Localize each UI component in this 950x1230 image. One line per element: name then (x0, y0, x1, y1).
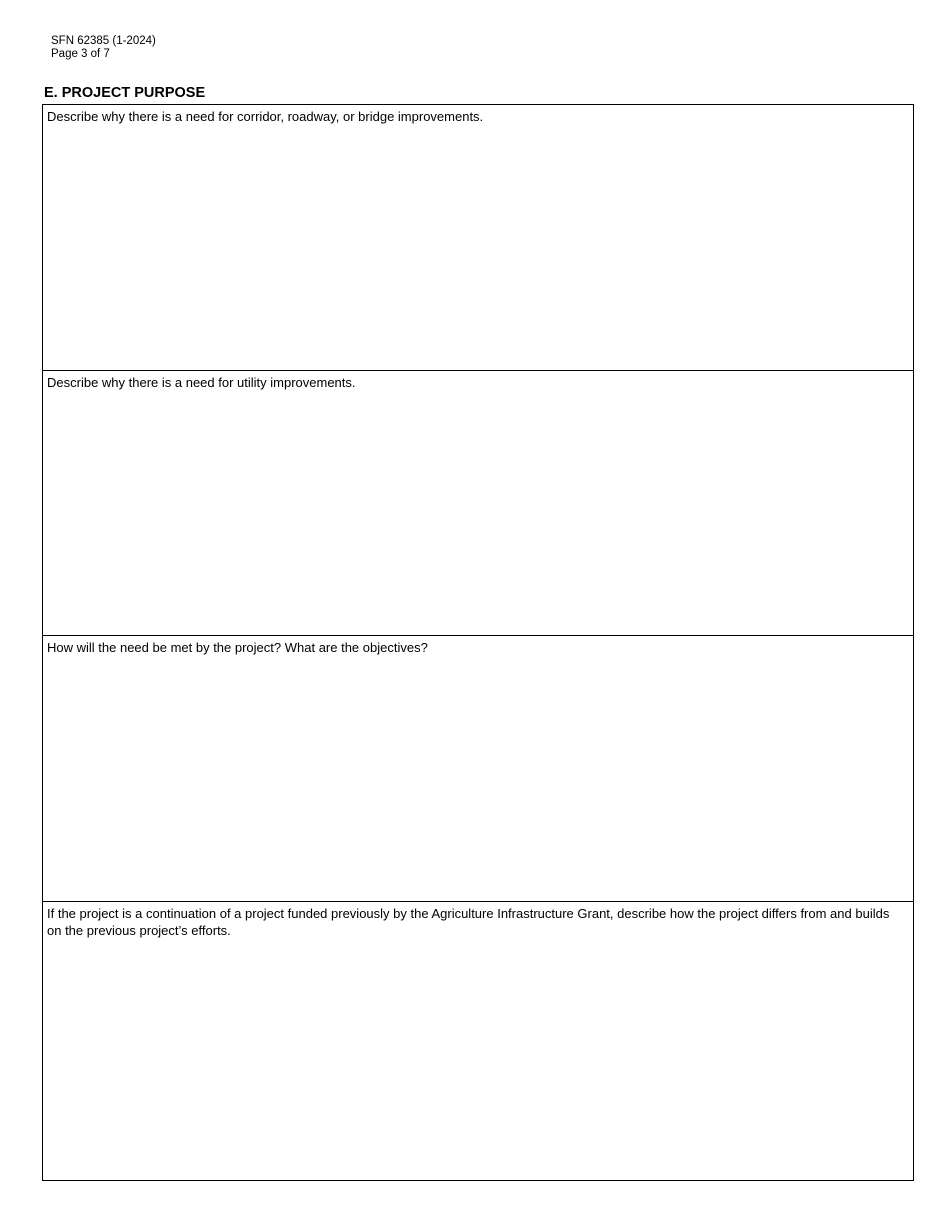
utility-need-answer-field[interactable] (47, 395, 909, 631)
form-number: SFN 62385 (1-2024) (51, 35, 156, 47)
page-number: Page 3 of 7 (51, 48, 110, 60)
question-prompt: Describe why there is a need for utility improvements. (47, 375, 356, 390)
question-box-utility-need (42, 370, 914, 636)
section-title: E. PROJECT PURPOSE (44, 85, 206, 101)
question-prompt: If the project is a continuation of a project funded previously by the Agriculture Infrastructure Grant, describe how the project differs from and builds on the previous project’s efforts. (47, 906, 890, 938)
question-box-objectives (42, 635, 914, 902)
question-prompt: How will the need be met by the project? What are the objectives? (47, 640, 428, 655)
objectives-answer-field[interactable] (47, 660, 909, 897)
corridor-need-answer-field[interactable] (47, 129, 909, 366)
continuation-answer-field[interactable] (47, 944, 909, 1176)
form-header (51, 35, 156, 61)
question-box-continuation (42, 901, 914, 1181)
question-box-corridor-need (42, 104, 914, 371)
question-prompt: Describe why there is a need for corridor, roadway, or bridge improvements. (47, 109, 484, 124)
